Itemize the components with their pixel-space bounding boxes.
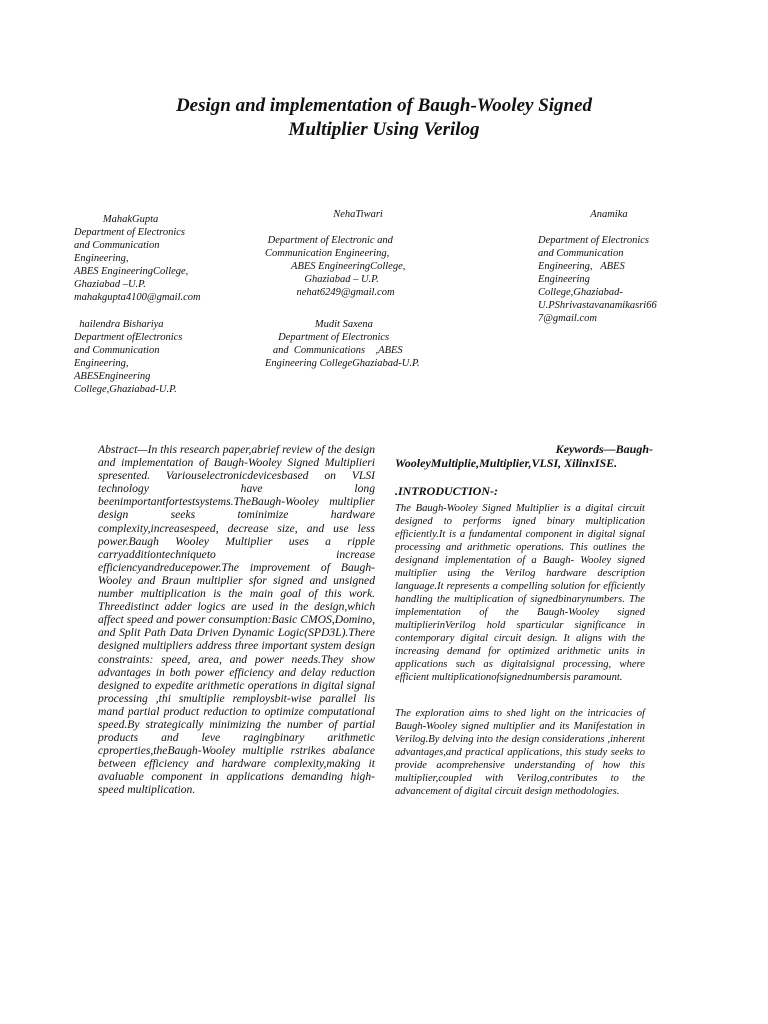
abstract-text: Abstract—In this research paper,abrief review of the design and implementation of Baugh-Wooley Signed Multiplieri spresented. Variouselectronicdevicesbased on VLSI technology have long beenimportantfortestsystems.TheBaugh-Wooley multiplier design seeks tominimize hardware complexity,increasespeed, decrease size, and use less power.Baugh Wooley Multiplier uses a ripple carryadditiontechniqueto increase efficiencyandreducepower.The improvement of Baugh-Wooley and Braun multiplier sfor signed and unsigned number multiplication is the main goal of this work. Threedistinct adder logics are used in the design,which affect speed and power consumption:Basic CMOS,Domino, and Split Path Data Driven Dynamic Logic(SPD3L).There designed multipliers address three important system design constraints: speed, area, and power needs.They show advantages in both power efficiency and delay reduction designed to expedite arithmetic operations in digital signal processing ,thi smultiplie remploysbit-wise parallel lis mand partial product reduction to optimize computational speed.By strategically minimizing the number of partial products and leve ragingbinary arithmetic cproperties,theBaugh-Wooley multiplie rstrikes abalance between efficiency and hardware complexity,making it avaluable component in applications demanding high-speed multiplication.: [98, 443, 375, 797]
introduction-heading: .INTRODUCTION-:: [395, 484, 498, 498]
introduction-paragraph-1: The Baugh-Wooley Signed Multiplier is a digital circuit designed to performs igned binary multiplication efficiently.It is a fundamental component in digital signal processing and arithmetic operations. This outlines the designand implementation of a Baugh- Wooley signed multiplier using the Verilog hardware description language.It represents a compelling solution for efficiently handling the multiplication of signedbinarynumbers. The implementation of the Baugh-Wooley signed multiplierinVerilog hold sparticular significance in contemporary digital circuit design. It aligns with the increasing demand for optimized arithmetic units in applications such as digitalsignal processing, where efficient multiplicationofsignednumbersis paramount.: [395, 503, 645, 683]
keywords-list: WooleyMultiplie,Multiplier,VLSI, XilinxISE.: [395, 455, 618, 470]
author-affiliation-4: hailendra Bishariya Department ofElectronics and Communication Engineering, ABESEngineering College,Ghaziabad-U.P.: [74, 319, 183, 395]
author-affiliation-1: MahakGupta Department of Electronics and Communication Engineering, ABES EngineeringCollege, Ghaziabad –U.P. mahakgupta4100@gmail.com: [74, 214, 201, 303]
author-affiliation-5: Mudit Saxena Department of Electronics and Communications ,ABES Engineering CollegeGhaziabad-U.P.: [265, 319, 420, 369]
author-affiliation-3: Anamika Department of Electronics and Communication Engineering, ABES Engineering College,Ghaziabad- U.PShrivastavanamikasri66 7@gmail.com: [538, 209, 657, 324]
keywords-lead: Keywords—Baugh-: [555, 442, 653, 456]
author-affiliation-2: NehaTiwari Department of Electronic and Communication Engineering, ABES EngineeringCollege, Ghaziabad – U.P. nehat6249@gmail.com: [265, 209, 406, 298]
paper-title: Design and implementation of Baugh-Wooley Signed Multiplier Using Verilog: [175, 95, 593, 140]
keywords: [395, 443, 653, 470]
introduction-paragraph-2: The exploration aims to shed light on the intricacies of Baugh-Wooley signed multiplier and its Manifestation in Verilog.By delving into the design considerations ,inherent advantages,and practical applications, this study seeks to provide acomprehensive understanding of how this multiplier,coupled with Verilog,contributes to the advancement of digital circuit design methodologies.: [395, 708, 645, 797]
